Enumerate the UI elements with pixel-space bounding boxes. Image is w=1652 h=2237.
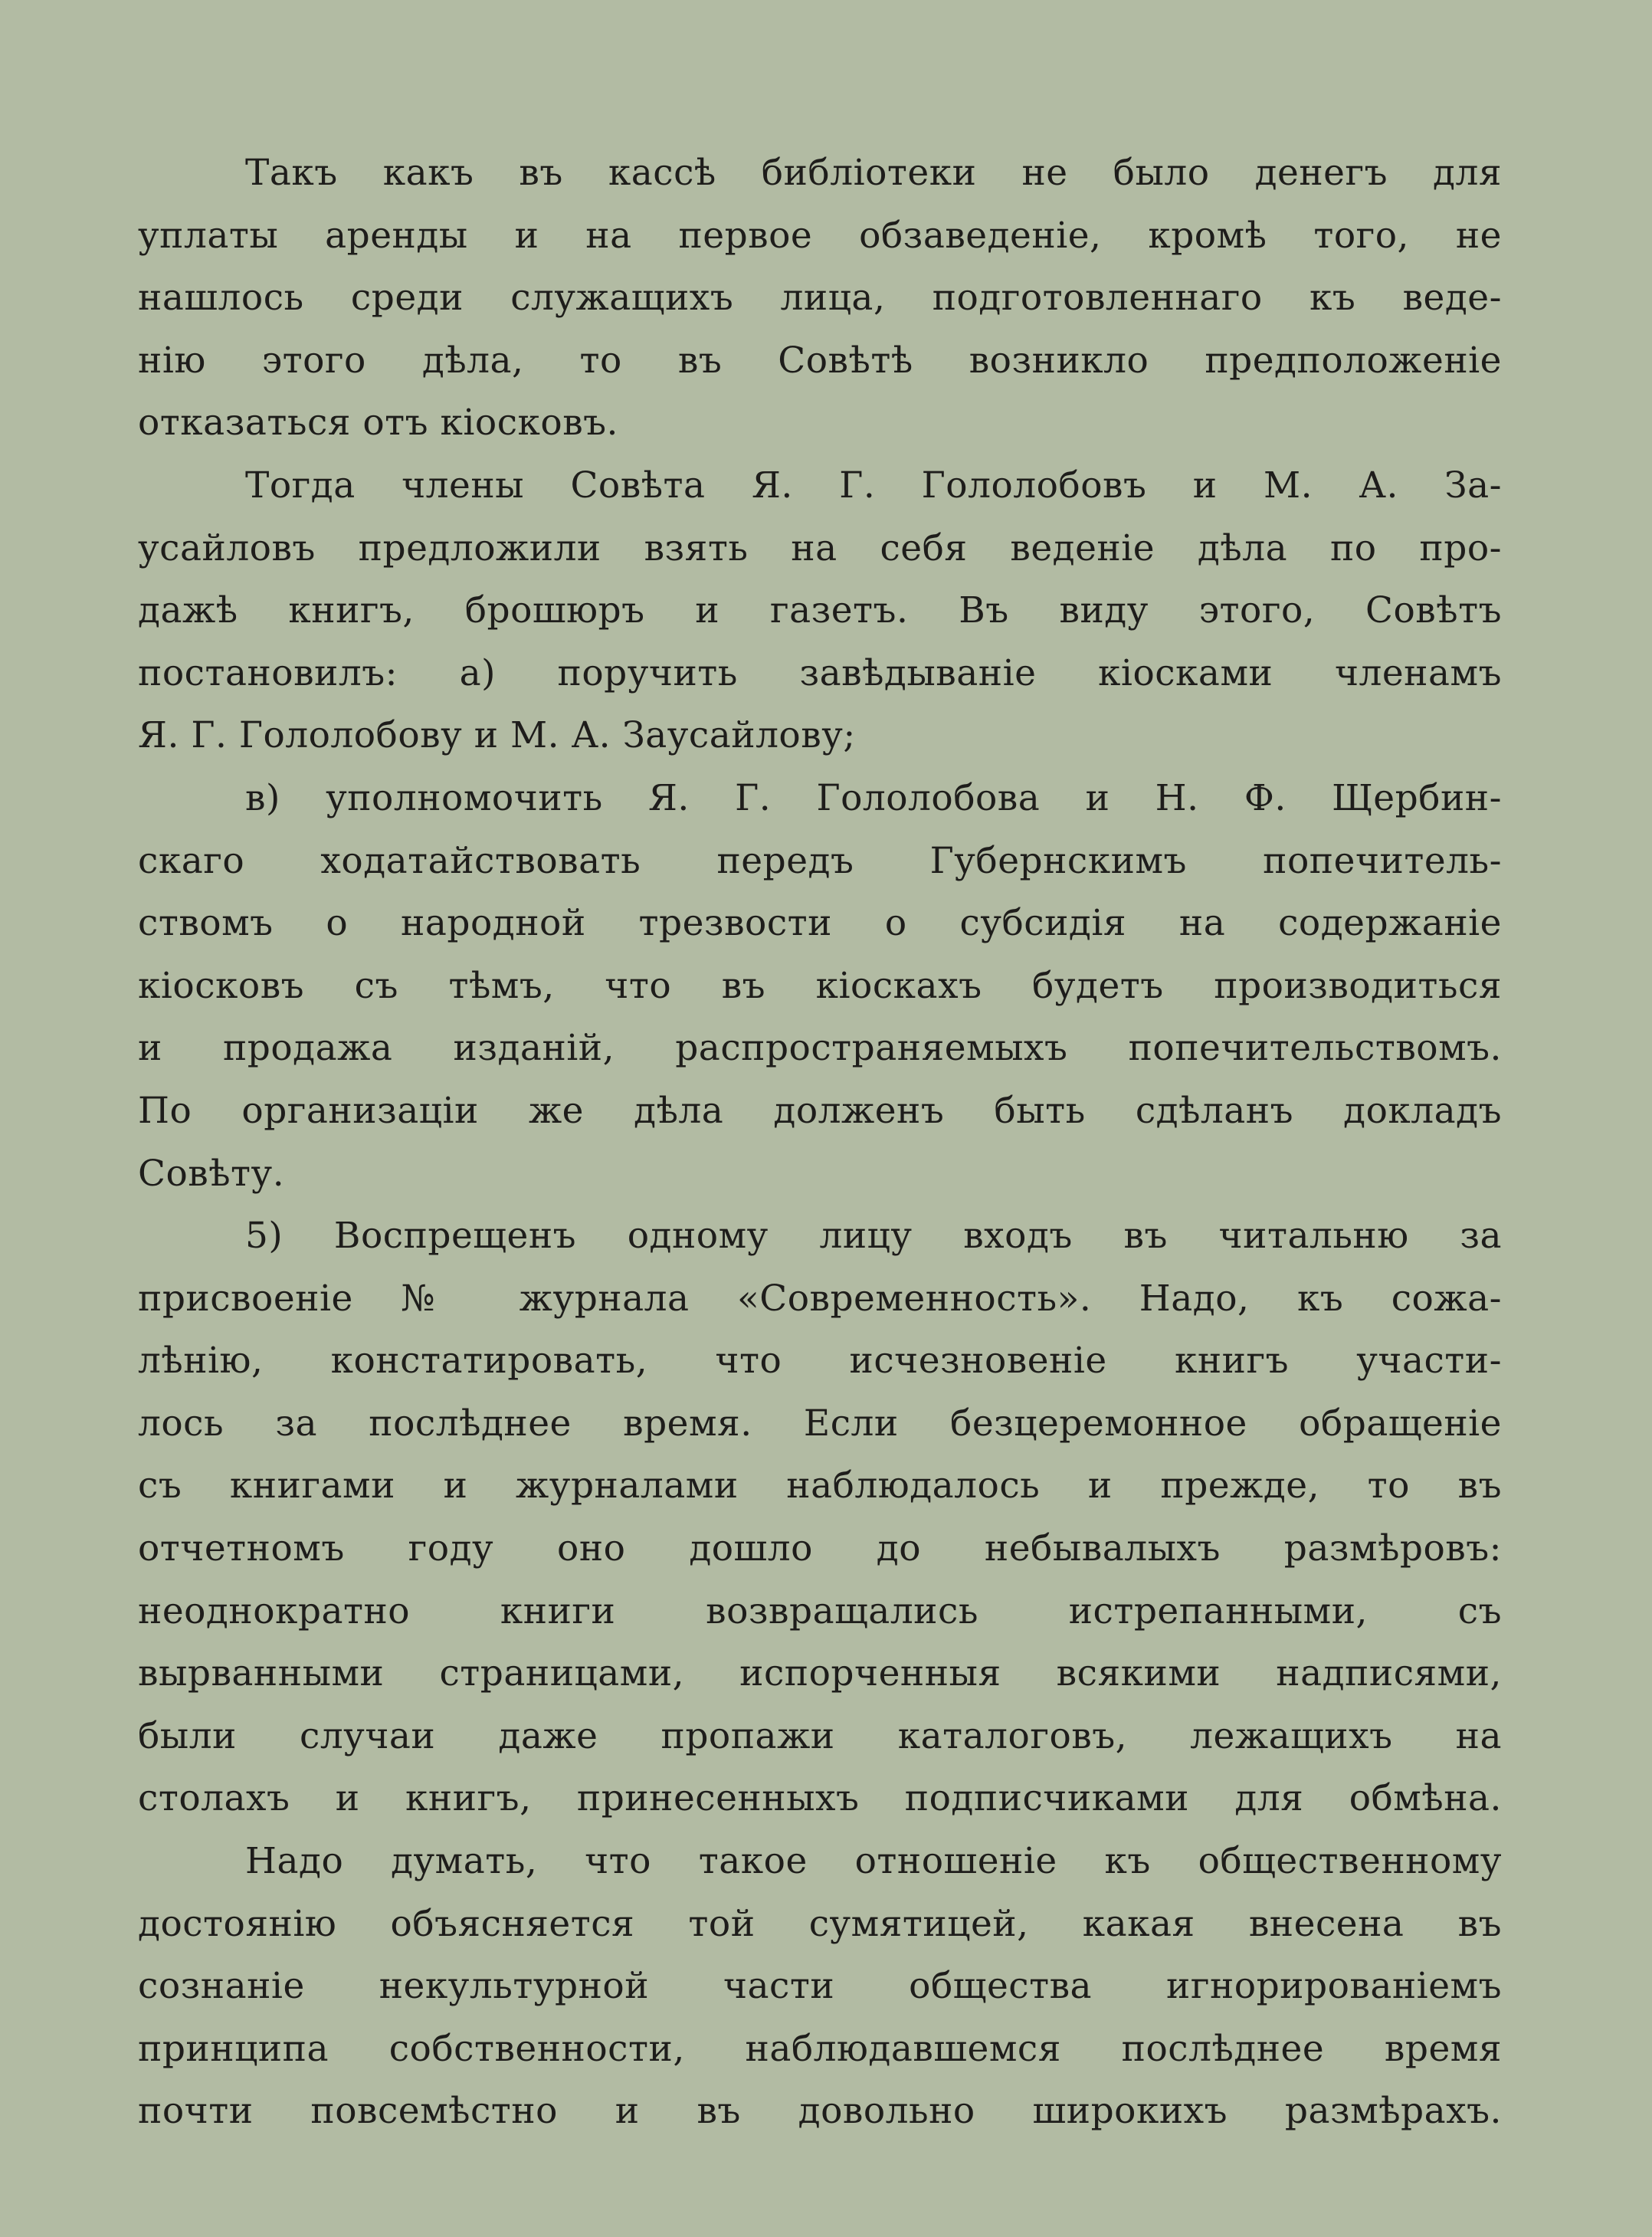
text-line: Надо думать, что такое отношеніе къ общественному xyxy=(245,1840,1502,1883)
text-line: По организаціи же дѣла долженъ быть сдѣланъ докладъ xyxy=(138,1089,1502,1132)
text-line: уплаты аренды и на первое обзаведеніе, кромѣ того, не xyxy=(138,214,1502,257)
text-line: Тогда члены Совѣта Я. Г. Гололобовъ и М. А. За- xyxy=(245,464,1502,507)
text-line: кіосковъ съ тѣмъ, что въ кіоскахъ будетъ производиться xyxy=(138,964,1502,1007)
text-line: вырванными страницами, испорченныя всякими надписями, xyxy=(138,1652,1502,1695)
paragraph-5 xyxy=(138,1830,1502,2143)
paragraph-4 xyxy=(138,1205,1502,1830)
text-line: скаго ходатайствовать передъ Губернскимъ попечитель- xyxy=(138,839,1502,882)
text-line: Совѣту. xyxy=(138,1152,285,1195)
text-line: почти повсемѣстно и въ довольно широкихъ размѣрахъ. xyxy=(138,2090,1502,2133)
text-line: столахъ и книгъ, принесенныхъ подписчиками для обмѣна. xyxy=(138,1777,1502,1820)
text-line: дажѣ книгъ, брошюръ и газетъ. Въ виду этого, Совѣтъ xyxy=(138,589,1502,632)
text-line: неоднократно книги возвращались истрепанными, съ xyxy=(138,1589,1502,1632)
text-line: принципа собственности, наблюдавшемся послѣднее время xyxy=(138,2027,1502,2070)
text-line: съ книгами и журналами наблюдалось и прежде, то въ xyxy=(138,1465,1502,1507)
paragraph-3 xyxy=(138,767,1502,1205)
text-line: ствомъ о народной трезвости о субсидія на содержаніе xyxy=(138,902,1502,945)
text-line: Такъ какъ въ кассѣ библіотеки не было денегъ для xyxy=(245,152,1502,194)
text-line: были случаи даже пропажи каталоговъ, лежащихъ на xyxy=(138,1714,1502,1757)
text-line: достоянію объясняется той сумятицей, какая внесена въ xyxy=(138,1902,1502,1945)
text-line: в) уполномочить Я. Г. Гололобова и Н. Ф. Щербин- xyxy=(245,776,1502,819)
text-line: отказаться отъ кіосковъ. xyxy=(138,402,618,444)
text-line: нашлось среди служащихъ лица, подготовленнаго къ веде- xyxy=(138,277,1502,320)
text-line: сознаніе некультурной части общества игнорированіемъ xyxy=(138,1965,1502,2008)
text-line: лѣнію, констатировать, что исчезновеніе книгъ участи- xyxy=(138,1340,1502,1383)
paragraph-1 xyxy=(138,142,1502,454)
paragraph-2 xyxy=(138,454,1502,767)
text-line: и продажа изданій, распространяемыхъ попечительствомъ. xyxy=(138,1027,1502,1070)
text-line: отчетномъ году оно дошло до небывалыхъ размѣровъ: xyxy=(138,1527,1502,1570)
text-line: присвоеніе № журнала «Современность». Надо, къ сожа- xyxy=(138,1277,1502,1320)
text-line: усайловъ предложили взять на себя веденіе дѣла по про- xyxy=(138,526,1502,569)
text-line: нію этого дѣла, то въ Совѣтѣ возникло предположеніе xyxy=(138,339,1502,382)
text-line: лось за послѣднее время. Если безцеремонное обращеніе xyxy=(138,1402,1502,1445)
text-line: Я. Г. Гололобову и М. А. Заусайлову; xyxy=(138,714,856,757)
text-line: постановилъ: а) поручить завѣдываніе кіосками членамъ xyxy=(138,651,1502,694)
document-page xyxy=(138,142,1502,2143)
text-line: 5) Воспрещенъ одному лицу входъ въ читальню за xyxy=(245,1215,1502,1258)
